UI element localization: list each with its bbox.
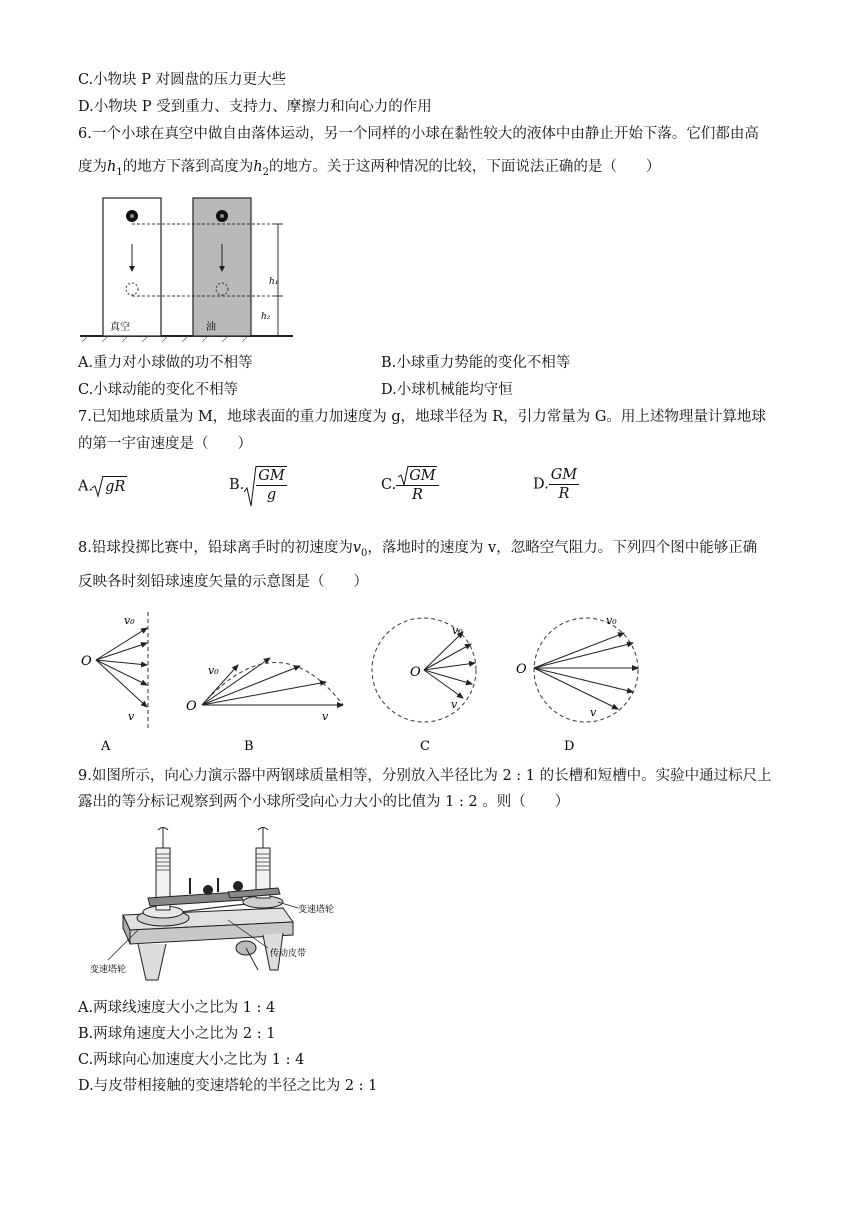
q8-label-b: B [244,739,254,754]
q6-option-b: B.小球重力势能的变化不相等 [381,355,571,371]
q9-option-a: A.两球线速度大小之比为 1 : 4 [78,1000,276,1016]
q8-figure-a [81,612,148,754]
q7-stem-line1: 7.已知地球质量为 M，地球表面的重力加速度为 g，地球半径为 R，引力常量为 G。用上述物理量计算地球 [78,409,766,425]
svg-text:v₀: v₀ [124,614,135,627]
q9-stem-line2: 露出的等分标记观察到两个小球所受向心力大小的比值为 1 : 2 。则（ ） [78,794,570,810]
q9-option-c: C.两球向心加速度大小之比为 1 : 4 [78,1052,305,1068]
q9-option-d: D.与皮带相接触的变速塔轮的半径之比为 2 : 1 [78,1078,378,1094]
svg-text:v₀: v₀ [208,664,219,677]
q9-option-b: B.两球角速度大小之比为 2 : 1 [78,1026,276,1042]
tower-label-right: 变速塔轮 [298,905,335,915]
q8-stem-line2: 反映各时刻铅球速度矢量的示意图是（ ） [78,574,368,590]
svg-text:v₀: v₀ [452,624,463,637]
vacuum-label: 真空 [110,322,130,333]
q8-stem-line1: 8.铅球投掷比赛中，铅球离手时的初速度为$v_0$，落地时的速度为 v，忽略空气阻力。下列四个图中能够正确 [78,540,758,559]
q9-figure [78,820,378,990]
q8-figure-c [372,618,476,754]
q6-stem-line2: 度为$h_1$的地方下落到高度为$h_2$的地方。关于这两种情况的比较，下面说法正确的是（ ） [78,159,661,178]
q6-option-a: A.重力对小球做的功不相等 [78,355,253,371]
fig-h1-label: h₁ [269,277,279,287]
svg-text:v: v [322,710,329,723]
q8-figure-d [516,614,638,754]
tower-label-left: 变速塔轮 [90,965,127,975]
svg-text:v: v [128,710,135,723]
svg-text:v₀: v₀ [606,614,617,627]
q6-option-d: D.小球机械能均守恒 [381,382,513,398]
q7-option-c: C. $\frac{GM}{R}$ [381,466,439,504]
svg-text:O: O [410,665,421,680]
q5-option-d: D.小物块 P 受到重力、支持力、摩擦力和向心力的作用 [78,99,432,115]
svg-text:v: v [451,698,458,711]
svg-text:v: v [590,706,597,719]
q7-option-d: D. $\frac{GM}{R}$ [533,467,578,502]
svg-text:O: O [81,654,92,669]
belt-label: 传动皮带 [270,949,307,959]
svg-text:O: O [516,662,527,677]
q6-option-c: C.小球动能的变化不相等 [78,382,239,398]
q6-stem-line1: 6.一个小球在真空中做自由落体运动，另一个同样的小球在黏性较大的液体中由静止开始下落。它们都由高 [78,126,759,142]
q8-label-a: A [101,739,111,754]
fig-h2-label: h₂ [261,312,271,322]
q7-option-b: B. $\frac{GM}{g}$ [229,466,287,504]
q6-figure [78,192,298,342]
oil-label: 油 [206,322,216,333]
q7-option-a: A. gR [78,476,127,497]
q5-option-c: C.小物块 P 对圆盘的压力更大些 [78,72,287,88]
svg-text:O: O [186,699,197,714]
q8-label-d: D [564,739,575,754]
q9-stem-line1: 9.如图所示，向心力演示器中两钢球质量相等，分别放入半径比为 2 : 1 的长槽和短槽中。实验中通过标尺上 [78,768,772,784]
q8-figures [78,610,658,760]
q7-stem-line2: 的第一宇宙速度是（ ） [78,436,252,452]
q8-label-c: C [420,739,430,754]
q8-figure-b [186,658,343,754]
